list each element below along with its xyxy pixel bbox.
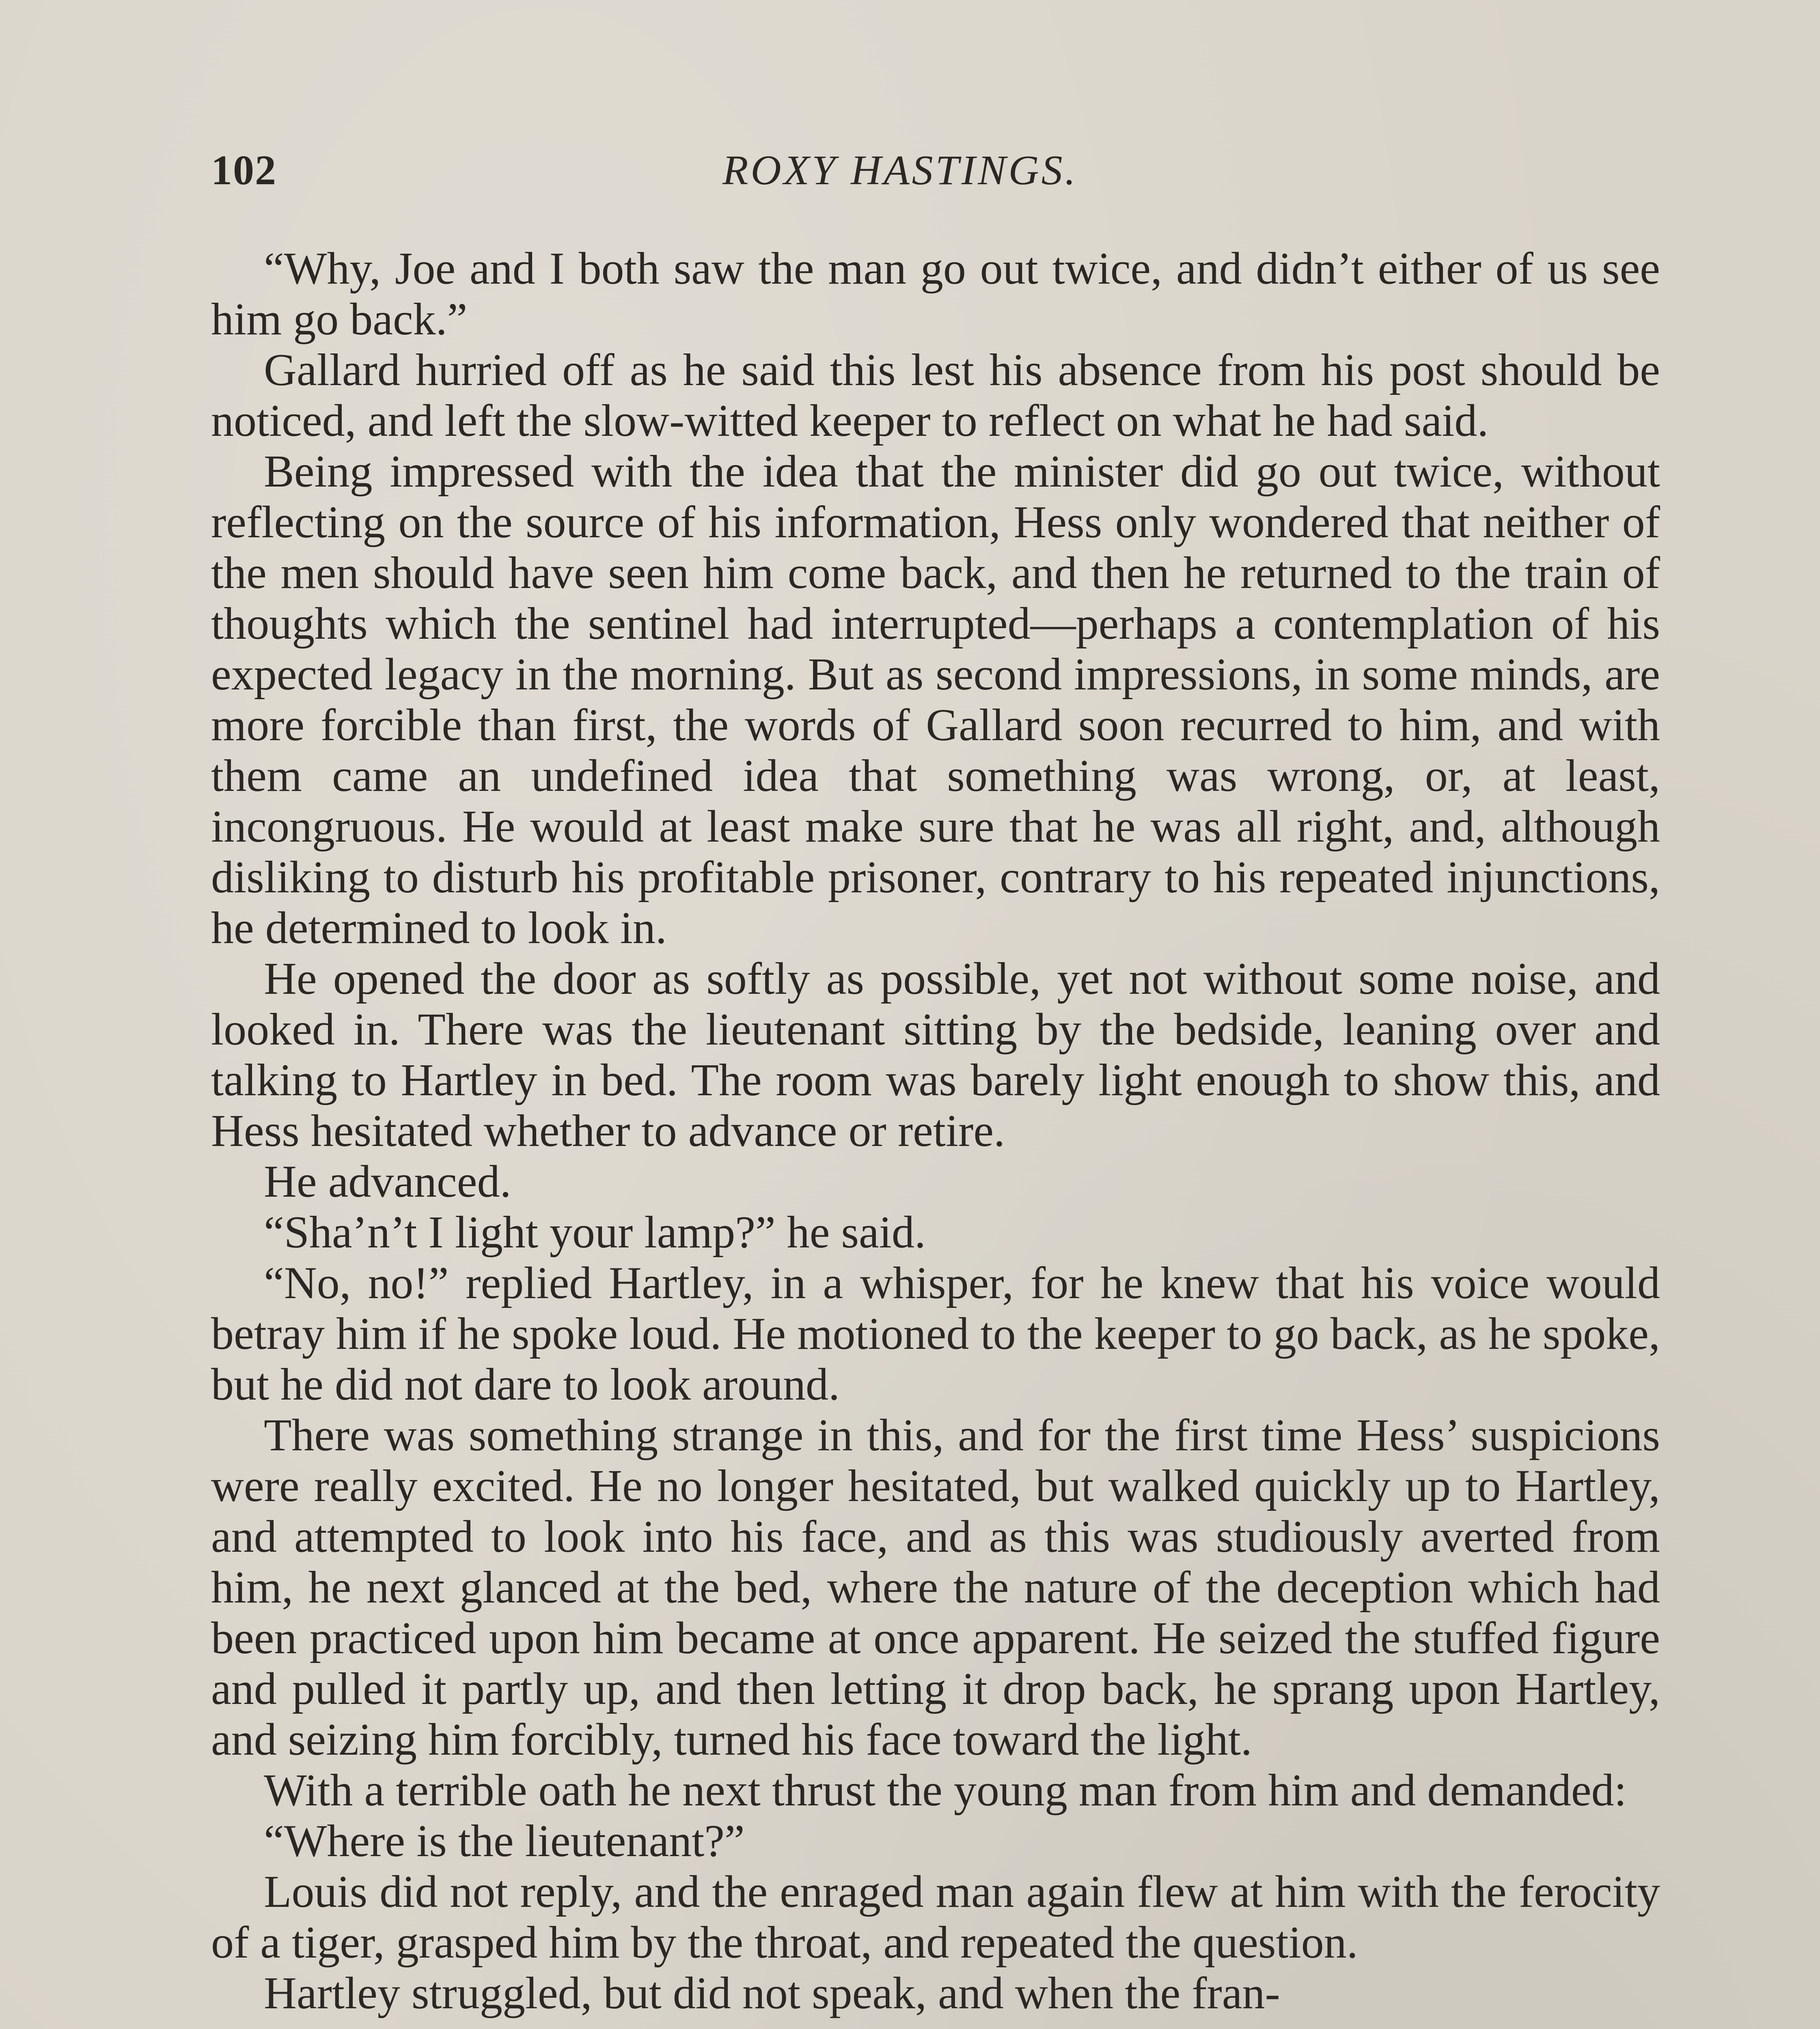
paragraph: “No, no!” replied Hartley, in a whisper, for he knew that his voice would betray him if he spoke loud. He motioned to the keeper to go back, as he spoke, but he did not dare to look around. [211,1258,1660,1410]
paragraph: Being impressed with the idea that the minister did go out twice, without reflecting on the source of his information, Hess only wondered that neither of the men should have seen him come back, and then he returned to the train of thoughts which the sentinel had interrupted—perhaps a contemplation of his expected legacy in the morning. But as second impressions, in some minds, are more forcible than first, the words of Gallard soon recurred to him, and with them came an undefined idea that something was wrong, or, at least, incongruous. He would at least make sure that he was all right, and, although disliking to disturb his profitable prisoner, contrary to his repeated injunctions, he determined to look in. [211,446,1660,953]
paragraph: There was something strange in this, and for the first time Hess’ suspicions were really excited. He no longer hesitated, but walked quickly up to Hartley, and attempted to look into his face, and as this was studiously averted from him, he next glanced at the bed, where the nature of the deception which had been practiced upon him became at once apparent. He seized the stuffed figure and pulled it partly up, and then letting it drop back, he sprang upon Hartley, and seizing him forcibly, turned his face toward the light. [211,1410,1660,1765]
page-number: 102 [211,147,277,194]
paragraph: With a terrible oath he next thrust the young man from him and demanded: [264,1765,1627,1816]
paragraph: Hartley struggled, but did not speak, and when the fran- [264,1968,1280,2018]
running-title: ROXY HASTINGS. [722,147,1078,194]
paragraph: Gallard hurried off as he said this lest his absence from his post should be noticed, and left the slow-witted keeper to reflect on what he had said. [211,345,1660,446]
paragraph: He advanced. [264,1157,511,1207]
paragraph: “Why, Joe and I both saw the man go out twice, and didn’t either of us see him go back.” [211,243,1660,345]
page-header [211,146,1660,203]
paragraph: He opened the door as softly as possible, yet not without some noise, and looked in. There was the lieutenant sitting by the bedside, leaning over and talking to Hartley in bed. The room was barely light enough to show this, and Hess hesitated whether to advance or retire. [211,954,1660,1156]
paragraph: “Sha’n’t I light your lamp?” he said. [264,1207,926,1258]
paragraph: Louis did not reply, and the enraged man again flew at him with the ferocity of a tiger, grasped him by the throat, and repeated the question. [211,1867,1660,1968]
paragraph: “Where is the lieutenant?” [264,1816,745,1866]
body-text [211,243,1660,2019]
